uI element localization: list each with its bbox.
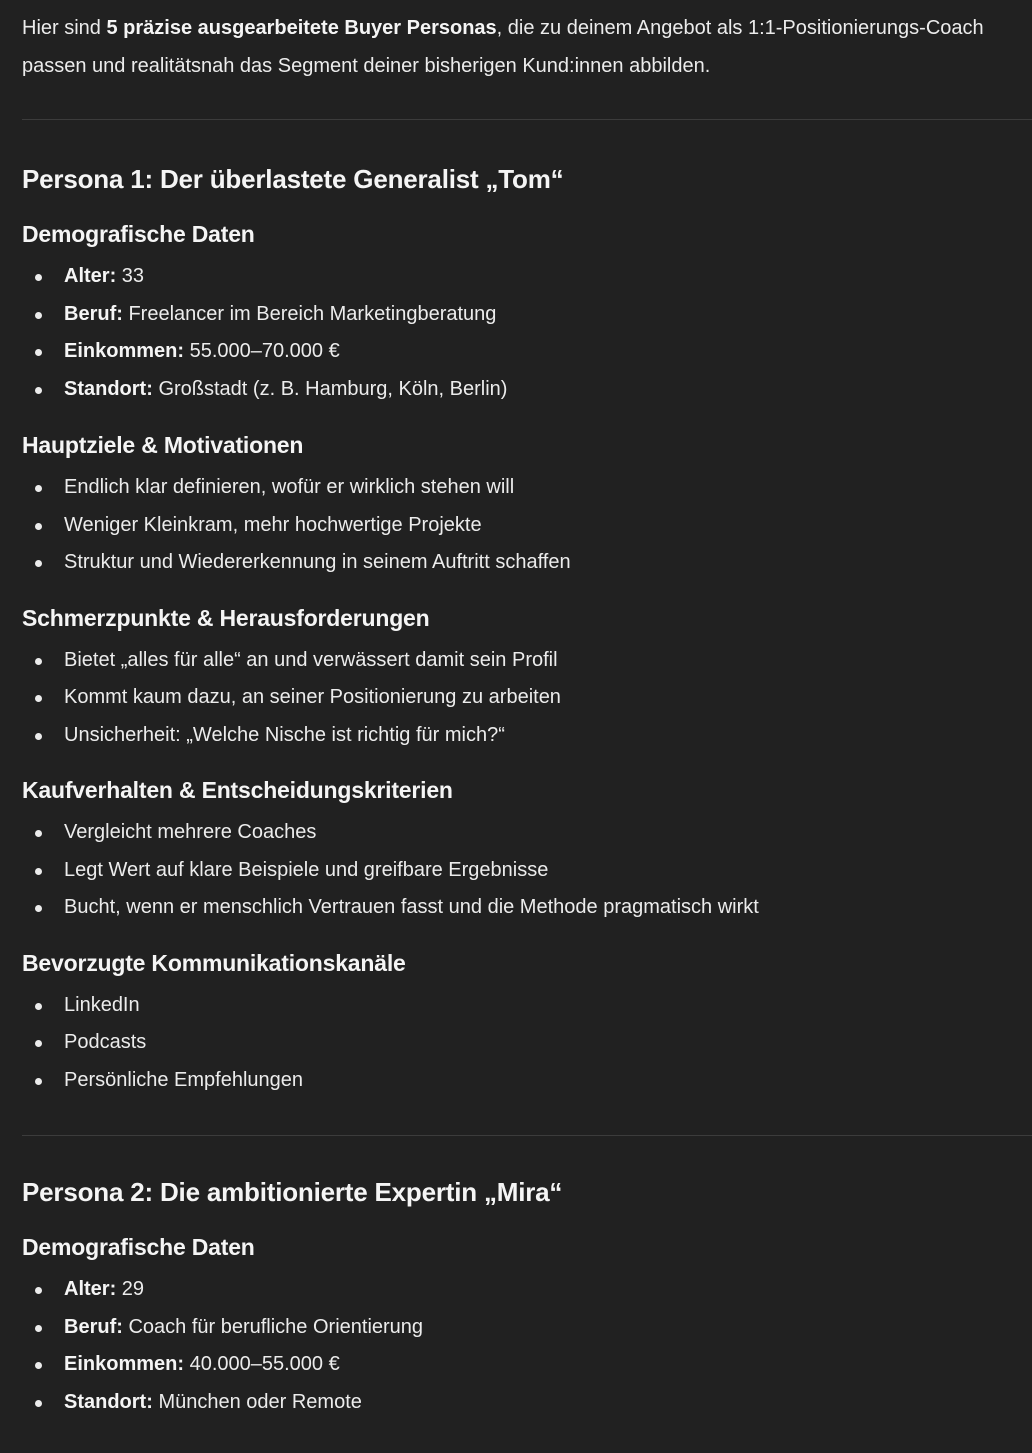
intro-suffix: , die zu deinem Angebot als 1:1-Positionierungs-Coach passen und realitätsnah das Segment deiner bisherigen Kund:innen abbilden. (22, 17, 984, 77)
list-item: LinkedIn (22, 987, 1010, 1025)
list-item: Standort: Großstadt (z. B. Hamburg, Köln, Berlin) (22, 371, 1010, 409)
persona-1-channels-heading: Bevorzugte Kommunikationskanäle (22, 949, 406, 976)
list-item: Bietet „alles für alle“ an und verwässert damit sein Profil (22, 642, 1010, 680)
list-item: Standort: München oder Remote (22, 1384, 1010, 1422)
list-item: Endlich klar definieren, wofür er wirklich stehen will (22, 469, 1010, 507)
intro-paragraph (22, 9, 1012, 85)
list-item: Beruf: Freelancer im Bereich Marketingberatung (22, 296, 1010, 334)
list-item: Vergleicht mehrere Coaches (22, 814, 1010, 852)
list-item: Unsicherheit: „Welche Nische ist richtig für mich?“ (22, 717, 1010, 755)
intro-prefix: Hier sind (22, 17, 107, 39)
persona-1-title: Persona 1: Der überlastete Generalist „Tom“ (22, 164, 564, 194)
persona-2-demographics-heading: Demografische Daten (22, 1234, 255, 1260)
persona-1-buying-list (22, 814, 1010, 927)
list-item: Alter: 29 (22, 1271, 1010, 1309)
list-item: Podcasts (22, 1024, 1010, 1062)
list-item: Einkommen: 55.000–70.000 € (22, 333, 1010, 371)
persona-1-demographics-list (22, 258, 1010, 408)
list-item: Einkommen: 40.000–55.000 € (22, 1346, 1010, 1384)
persona-1-buying-heading: Kaufverhalten & Entscheidungskriterien (22, 777, 453, 803)
list-item: Beruf: Coach für berufliche Orientierung (22, 1309, 1010, 1347)
list-item: Bucht, wenn er menschlich Vertrauen fasst und die Methode pragmatisch wirkt (22, 889, 1010, 927)
persona-1-channels-list (22, 987, 1010, 1100)
intro-bold: 5 präzise ausgearbeitete Buyer Personas (106, 17, 497, 39)
list-item: Kommt kaum dazu, an seiner Positionierung zu arbeiten (22, 679, 1010, 717)
section-divider (22, 119, 1032, 120)
list-item: Weniger Kleinkram, mehr hochwertige Projekte (22, 507, 1010, 545)
persona-1-goals-heading: Hauptziele & Motivationen (22, 432, 304, 458)
list-item: Alter: 33 (22, 258, 1010, 296)
list-item: Legt Wert auf klare Beispiele und greifbare Ergebnisse (22, 852, 1010, 890)
persona-1-pain-list (22, 642, 1010, 755)
persona-2-demographics-list (22, 1271, 1010, 1421)
persona-1-goals-list (22, 469, 1010, 582)
persona-2-title: Persona 2: Die ambitionierte Expertin „Mira“ (22, 1177, 563, 1207)
list-item: Struktur und Wiedererkennung in seinem Auftritt schaffen (22, 544, 1010, 582)
persona-1-demographics-heading: Demografische Daten (22, 221, 255, 247)
persona-1-pain-heading: Schmerzpunkte & Herausforderungen (22, 604, 430, 631)
list-item: Persönliche Empfehlungen (22, 1062, 1010, 1100)
section-divider (22, 1135, 1032, 1136)
